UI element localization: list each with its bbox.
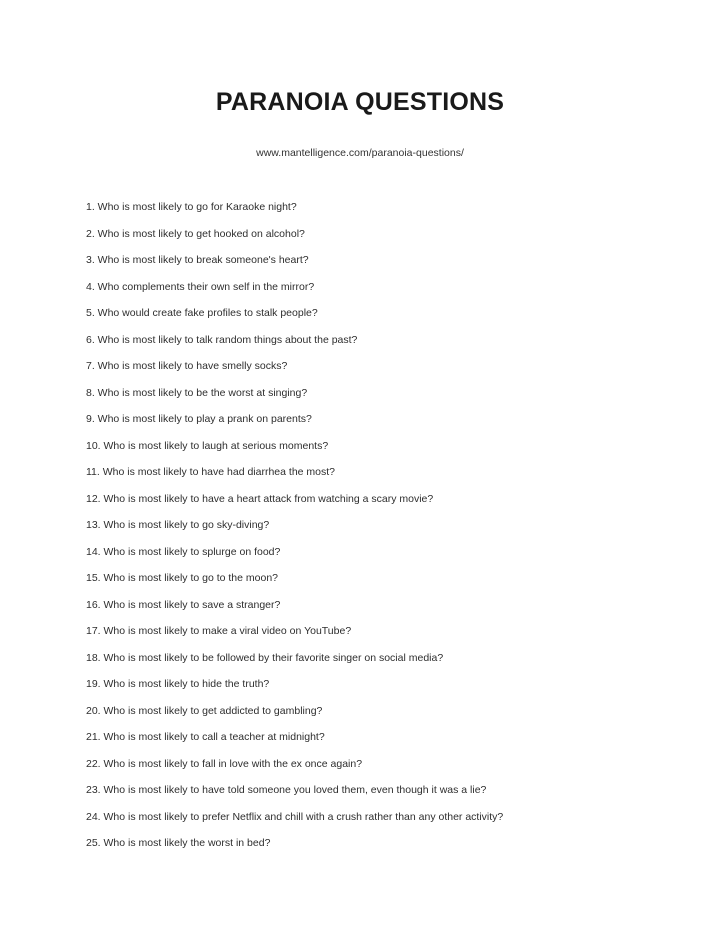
source-url: www.mantelligence.com/paranoia-questions/ (256, 147, 464, 159)
question-item: 25. Who is most likely the worst in bed? (86, 837, 271, 849)
question-item: 22. Who is most likely to fall in love with the ex once again? (86, 757, 363, 770)
question-item: 10. Who is most likely to laugh at serious moments? (86, 439, 329, 452)
question-item: 6. Who is most likely to talk random things about the past? (86, 333, 358, 346)
question-item: 1. Who is most likely to go for Karaoke night? (86, 201, 297, 213)
question-item: 12. Who is most likely to have a heart attack from watching a scary movie? (86, 492, 434, 505)
question-item: 14. Who is most likely to splurge on food? (86, 545, 281, 558)
question-item: 24. Who is most likely to prefer Netflix and chill with a crush rather than any other activity? (86, 810, 504, 823)
question-item: 7. Who is most likely to have smelly socks? (86, 360, 288, 372)
question-item: 23. Who is most likely to have told someone you loved them, even though it was a lie? (86, 784, 487, 796)
question-item: 18. Who is most likely to be followed by their favorite singer on social media? (86, 651, 444, 664)
question-item: 4. Who complements their own self in the mirror? (86, 280, 315, 293)
question-item: 13. Who is most likely to go sky-diving? (86, 519, 270, 531)
page-title: PARANOIA QUESTIONS (215, 88, 505, 116)
question-item: 17. Who is most likely to make a viral video on YouTube? (86, 625, 352, 637)
question-item: 8. Who is most likely to be the worst at singing? (86, 386, 308, 399)
question-item: 19. Who is most likely to hide the truth? (86, 678, 270, 690)
question-item: 3. Who is most likely to break someone's heart? (86, 254, 309, 266)
question-item: 15. Who is most likely to go to the moon? (86, 572, 279, 584)
question-item: 9. Who is most likely to play a prank on parents? (86, 413, 312, 425)
question-item: 2. Who is most likely to get hooked on alcohol? (86, 227, 305, 240)
question-item: 11. Who is most likely to have had diarrhea the most? (86, 466, 336, 478)
question-item: 16. Who is most likely to save a stranger? (86, 598, 281, 611)
question-item: 20. Who is most likely to get addicted to gambling? (86, 704, 323, 717)
question-item: 21. Who is most likely to call a teacher at midnight? (86, 731, 325, 743)
question-item: 5. Who would create fake profiles to stalk people? (86, 307, 318, 319)
question-list (86, 199, 503, 862)
